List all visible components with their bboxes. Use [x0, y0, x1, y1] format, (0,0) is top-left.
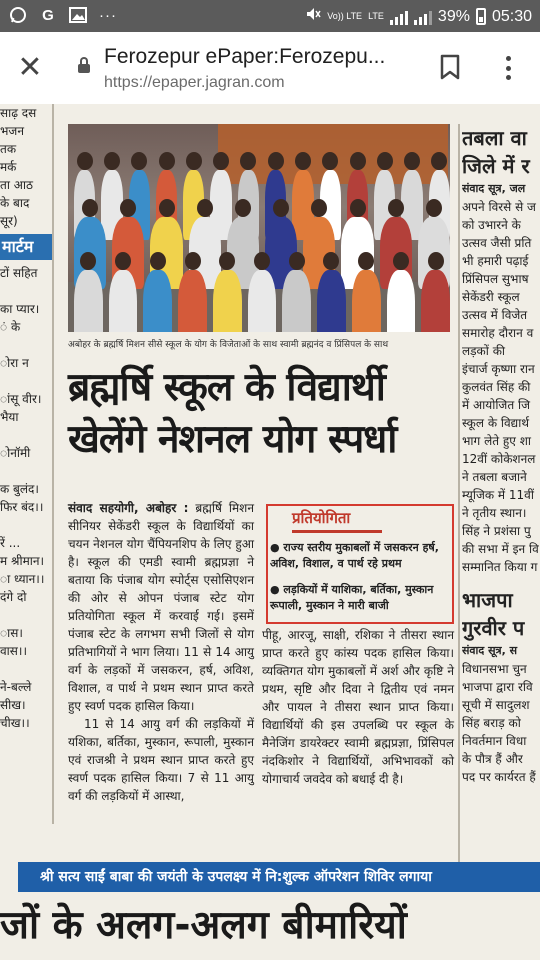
left-line [0, 462, 52, 480]
browser-toolbar [0, 32, 540, 105]
column-divider [458, 124, 460, 864]
left-line: ांसू वीर। [0, 392, 42, 406]
close-icon[interactable]: ✕ [17, 51, 43, 84]
left-line: दंगे दो [0, 590, 27, 604]
photo-caption: अबोहर के ब्रह्मर्षि मिशन सीसे स्कूल के योग के विजेताओं के साथ स्वामी ब्रह्मनंद व प्रिंसिपल के साथ [68, 340, 389, 350]
photo-person-head [388, 199, 404, 217]
google-icon: G [42, 6, 54, 24]
right-line: उत्सव जैसी प्रति [462, 236, 532, 250]
left-line: का प्यार। [0, 302, 40, 316]
right-line: भाग लेते हुए शा [462, 434, 531, 448]
photo-person-head [185, 252, 201, 270]
right-line: को उभारने के [462, 218, 521, 232]
photo-person [282, 270, 311, 332]
photo-person-head [254, 252, 270, 270]
photo-person-head [273, 199, 289, 217]
left-line: ने-बल्ले [0, 680, 32, 694]
right-line: उत्सव में विजेत [462, 308, 528, 322]
signal-icon-1 [390, 9, 408, 25]
left-line [0, 372, 52, 390]
photo-person-head [350, 199, 366, 217]
photo-person-head [131, 152, 147, 170]
highlight-item: ● राज्य स्तरीय मुकाबलों में जसकरन हर्ष, अविश, विशाल, व पार्थ रहे प्रथम [270, 541, 439, 570]
epaper-page[interactable] [0, 104, 540, 960]
right-line: भाजपा द्वारा रवि [462, 680, 533, 694]
left-line: सूर) [0, 214, 18, 228]
photo-person [213, 270, 242, 332]
right-headline: जिले में र [462, 154, 530, 178]
photo-person-head [295, 152, 311, 170]
right-headline: तबला वा [462, 126, 527, 150]
photo-person-head [377, 152, 393, 170]
photo-person-head [428, 252, 444, 270]
gallery-icon [68, 5, 88, 25]
right-lines-block [462, 198, 540, 576]
right-line: निवर्तमान विधा [462, 734, 527, 748]
left-line: चीख।। [0, 716, 30, 730]
article-headline [68, 362, 463, 466]
left-line: रें ... [0, 536, 21, 550]
article-text-1: ब्रह्मर्षि मिशन सीनियर सेकेंडरी स्कूल के विद्यार्थियों का चयन नेशनल योग चैंपियनशिप के लिए हुआ है। स्कूल की एमडी स्वामी ब्रह्मप्रज्ञा ने बताया कि पंजाब योग स्पोर्ट्स एसोसिएशन की ओर से ओपन पंजाब स्टेट योग प्रतियोगिता स्कूल में करवाई गई। इसमें पंजाब स्टेट के लगभग सभी जिलों से योग प्रतिभागियों ने भाग लिया। 11 से 14 आयु वर्ग के लड़कों में जसकरन, हर्ष, अविश, विशाल, व पार्थ ने प्रथम स्थान प्राप्त करते हुए स्वर्ण पदक हासिल किया। [68, 501, 254, 713]
right-line: ने तृतीय स्थान। [462, 506, 527, 520]
photo-person [317, 270, 346, 332]
left-line [0, 426, 52, 444]
bottom-headline: जों के अलग-अलग बीमारियों [0, 903, 407, 948]
right-line: सिंह बराड़ को [462, 716, 521, 730]
photo-person [421, 270, 450, 332]
page-title[interactable]: Ferozepur ePaper:Ferozepu... [104, 45, 386, 68]
left-line: म श्रीमान। [0, 554, 45, 568]
right-line: कुलवंत सिंह की [462, 380, 531, 394]
photo-person-head [115, 252, 131, 270]
right-dateline: संवाद सूत्र, जल [462, 182, 526, 195]
volte-label: Vo)) LTE [327, 11, 363, 21]
left-line: तक [0, 142, 17, 156]
left-line: ोरा न [0, 356, 29, 370]
photo-person-head [82, 199, 98, 217]
right-line: सूची में सादुलश [462, 698, 530, 712]
left-line: वास।। [0, 644, 27, 658]
right-line: की सभा में इन वि [462, 542, 539, 556]
clock: 05:30 [491, 7, 532, 25]
highlight-box-title: प्रतियोगिता [292, 508, 382, 533]
headline-line-1: ब्रह्मर्षि स्कूल के विद्यार्थी [68, 365, 385, 410]
right-line: समारोह दौरान व [462, 326, 534, 340]
right-headline: गुरवीर प [462, 616, 525, 640]
left-line [0, 606, 52, 624]
url-text[interactable]: https://epaper.jagran.com [104, 74, 285, 91]
signal-icon-2 [414, 9, 432, 25]
right-line: म्यूजिक में 11वीं [462, 488, 534, 502]
right-line: 12वीं कोकेशनल [462, 452, 536, 466]
right-line: विधानसभा चुन [462, 662, 527, 676]
article-text-2: 11 से 14 आयु वर्ग की लड़कियों में यशिका, बर्तिका, मुस्कान, रूपाली, मुस्कान एवं राजश्री ने प्रथम स्थान प्राप्त करते हुए स्वर्ण पदक हासिल किया। 7 से 11 आयु वर्ग की लड़कियों में आस्था, [68, 717, 254, 803]
photo-person-head [213, 152, 229, 170]
left-line: के बाद [0, 196, 30, 210]
right-line: सिंह ने प्रशंसा पु [462, 524, 531, 538]
overflow-menu-icon[interactable] [498, 52, 518, 84]
highlight-box-items [270, 540, 452, 624]
photo-person-head [426, 199, 442, 217]
status-bar [0, 0, 540, 32]
article-column-1 [68, 499, 254, 805]
battery-percent: 39% [437, 7, 470, 25]
left-line [0, 516, 52, 534]
right-line: पद पर कार्यरत हैं [462, 770, 536, 784]
photo-person-head [104, 152, 120, 170]
right-line: अपने विरसे से ज [462, 200, 536, 214]
more-notifications-icon: ··· [99, 6, 117, 24]
left-line: सीख। [0, 698, 26, 712]
left-line: क बुलंद। [0, 482, 39, 496]
headline-line-2: खेलेंगे नेशनल योग स्पर्धा [68, 417, 397, 462]
photo-person-head [235, 199, 251, 217]
photo-person [109, 270, 138, 332]
photo-person [178, 270, 207, 332]
battery-icon [476, 8, 486, 25]
right-line: लड़कों की [462, 344, 506, 358]
photo-person-head [289, 252, 305, 270]
column-divider [52, 104, 54, 824]
lock-icon [78, 57, 90, 71]
left-line [0, 336, 52, 354]
photo-person-head [350, 152, 366, 170]
left-line: फिर बंद।। [0, 500, 44, 514]
article-text-3: पीहू, आरजू, साक्षी, रशिका ने तीसरा स्थान प्राप्त करते हुए कांस्य पदक हासिल किया। व्यक्तिगत योग मुकाबलों में अर्श और कृष्टि ने प्रथम, सृष्टि और दिवा ने द्वितीय एवं नमन और पायल ने तीसरा स्थान प्राप्त किया। विद्यार्थियों की इस उपलब्धि पर स्कूल के मैनेजिंग डायरेक्टर स्वामी ब्रह्मप्रज्ञा, प्रिंसिपल नंदकिशोर ने विद्यार्थियों, अभिभावकों को योगाचार्य जवदेव को बधाई दी है। [262, 628, 454, 786]
left-line: ा ध्यान।। [0, 572, 45, 586]
left-line: भजन [0, 124, 25, 138]
right-line: ने तबला बजाने [462, 470, 527, 484]
photo-person-head [186, 152, 202, 170]
photo-person-head [197, 199, 213, 217]
left-line: ता आठ [0, 178, 33, 192]
photo-person-head [323, 252, 339, 270]
photo-person-head [404, 152, 420, 170]
right-line: सेकेंडरी स्कूल [462, 290, 520, 304]
right-line: में आयोजित जि [462, 398, 531, 412]
news-banner: श्री सत्य साईं बाबा की जयंती के उपलक्ष्य में नि:शुल्क ऑपरेशन शिविर लगाया [18, 862, 540, 892]
highlight-item: ● लड़कियों में याशिका, बर्तिका, मुस्कान रूपाली, मुस्कान ने मारी बाजी [270, 583, 434, 612]
left-line: मर्क [0, 160, 17, 174]
article-column-2 [262, 626, 454, 788]
right-line: के पौत्र हैं और [462, 752, 523, 766]
left-line: भैया [0, 410, 19, 424]
photo-person [387, 270, 416, 332]
right-line: भी हमारी पढ़ाई [462, 254, 529, 268]
bookmark-icon[interactable] [440, 54, 460, 80]
left-line: ं के [0, 320, 21, 334]
right-column [462, 124, 540, 864]
photo-person [248, 270, 277, 332]
right-line: सम्मानित किया ग [462, 560, 538, 574]
right-headline: भाजपा [462, 588, 513, 612]
left-line [0, 282, 52, 300]
right-line: प्रिंसिपल सुभाष [462, 272, 529, 286]
left-line [0, 660, 52, 678]
whatsapp-icon [8, 5, 28, 25]
left-column [0, 104, 52, 864]
photo-person-head [77, 152, 93, 170]
right-lines-block [462, 660, 540, 786]
right-dateline: संवाद सूत्र, स [462, 644, 518, 657]
left-line: ास। [0, 626, 23, 640]
photo-person [74, 270, 103, 332]
photo-person [143, 270, 172, 332]
right-line: इंचार्ज कृष्णा रान [462, 362, 535, 376]
dateline: संवाद सहयोगी, अबोहर : [68, 501, 189, 515]
article-photo [68, 124, 450, 332]
photo-person-head [268, 152, 284, 170]
photo-person-head [159, 199, 175, 217]
photo-person-head [159, 152, 175, 170]
left-lines-block [0, 264, 52, 732]
left-line: ोनॉमी [0, 446, 31, 460]
photo-person [352, 270, 381, 332]
left-line: साढ़ दस [0, 106, 37, 120]
right-line: स्कूल के विद्यार्थ [462, 416, 529, 430]
lte-label: LTE [368, 11, 384, 21]
left-line: टों सहित [0, 266, 38, 280]
left-banner: मार्टम [0, 234, 52, 260]
photo-person-head [150, 252, 166, 270]
photo-person-head [393, 252, 409, 270]
mute-icon [305, 6, 321, 27]
